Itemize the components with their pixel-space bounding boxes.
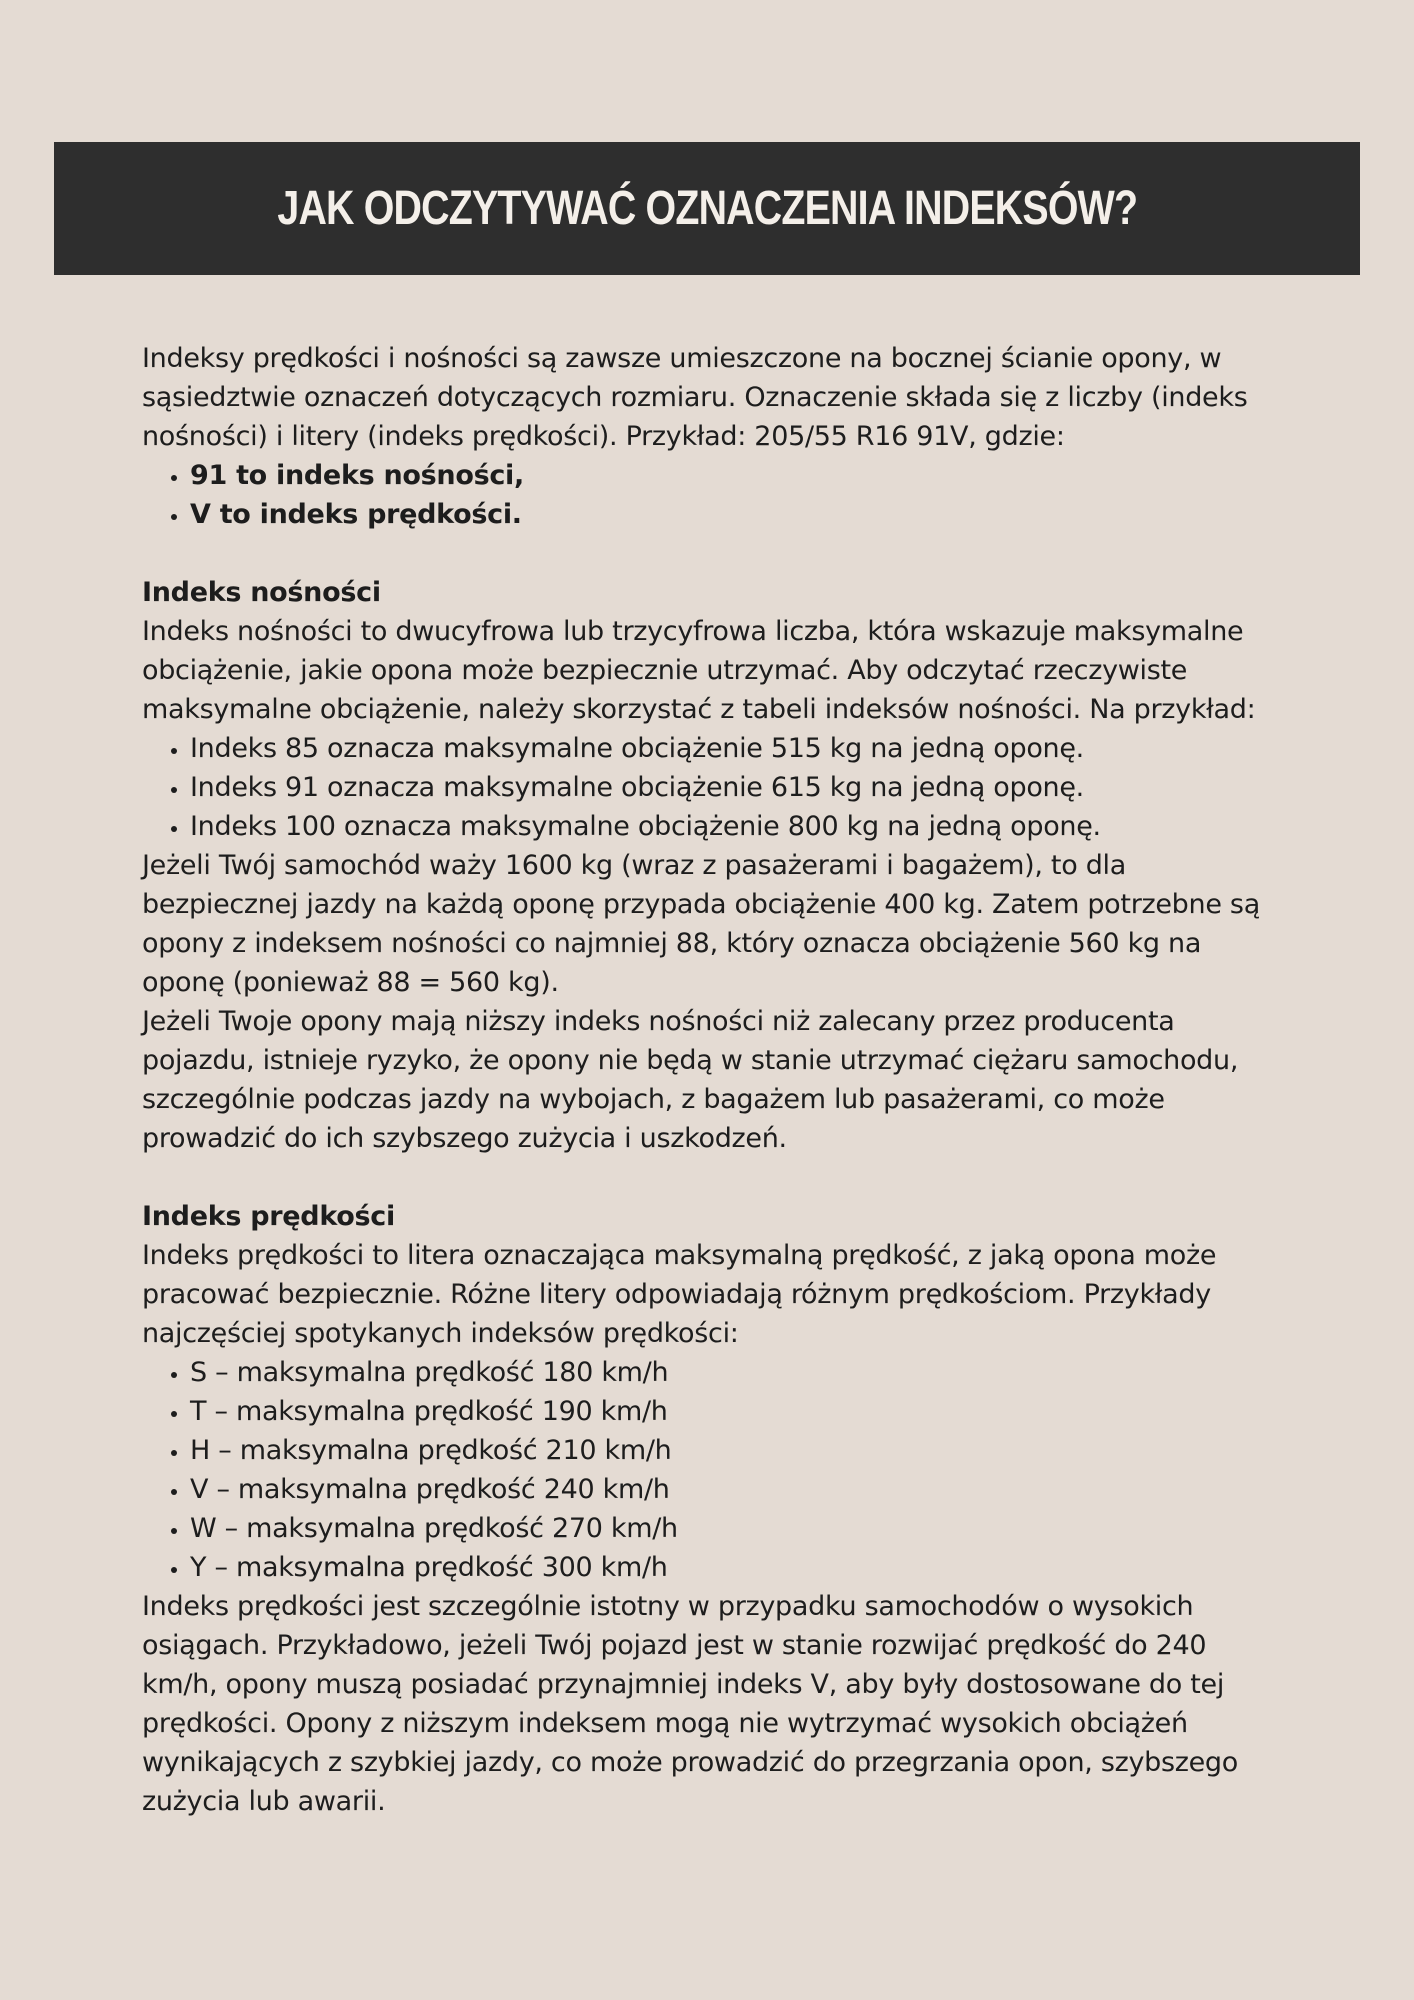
- spacer: [142, 534, 1282, 573]
- list-item: • 91 to indeks nośności,: [190, 456, 1282, 495]
- list-item: • V to indeks prędkości.: [190, 495, 1282, 534]
- load-index-heading: Indeks nośności: [142, 577, 381, 608]
- article-body: [142, 339, 1282, 1821]
- title-banner: [54, 142, 1360, 275]
- list-item: • Indeks 85 oznacza maksymalne obciążenie 515 kg na jedną oponę.: [190, 729, 1282, 768]
- list-item: • H – maksymalna prędkość 210 km/h: [190, 1431, 1282, 1470]
- speed-index-intro: Indeks prędkości to litera oznaczająca maksymalną prędkość, z jaką opona może pracować bezpiecznie. Różne litery odpowiadają różnym prędkościom. Przykłady najczęściej spotykanych indeksów prędkości:: [142, 1240, 1217, 1349]
- speed-index-list: [142, 1353, 1282, 1587]
- list-item: • V – maksymalna prędkość 240 km/h: [190, 1470, 1282, 1509]
- list-item: • T – maksymalna prędkość 190 km/h: [190, 1392, 1282, 1431]
- speed-index-explanation: Indeks prędkości jest szczególnie istotny w przypadku samochodów o wysokich osiągach. Przykładowo, jeżeli Twój pojazd jest w stanie rozwijać prędkość do 240 km/h, opony muszą posiadać przynajmniej indeks V, aby były dostosowane do tej prędkości. Opony z niższym indeksem mogą nie wytrzymać wysokich obciążeń wynikających z szybkiej jazdy, co może prowadzić do przegrzania opon, szybszego zużycia lub awarii.: [142, 1591, 1238, 1817]
- spacer: [142, 1158, 1282, 1197]
- list-item: • Indeks 100 oznacza maksymalne obciążenie 800 kg na jedną oponę.: [190, 807, 1282, 846]
- load-index-example: Jeżeli Twój samochód waży 1600 kg (wraz z pasażerami i bagażem), to dla bezpiecznej jazdy na każdą oponę przypada obciążenie 400 kg. Zatem potrzebne są opony z indeksem nośności co najmniej 88, który oznacza obciążenie 560 kg na oponę (ponieważ 88 = 560 kg).: [142, 850, 1260, 998]
- load-index-list: [142, 729, 1282, 846]
- intro-list: [142, 456, 1282, 534]
- list-item: • S – maksymalna prędkość 180 km/h: [190, 1353, 1282, 1392]
- speed-index-heading: Indeks prędkości: [142, 1201, 395, 1232]
- intro-paragraph: Indeksy prędkości i nośności są zawsze umieszczone na bocznej ścianie opony, w sąsiedztwie oznaczeń dotyczących rozmiaru. Oznaczenie składa się z liczby (indeks nośności) i litery (indeks prędkości). Przykład: 205/55 R16 91V, gdzie:: [142, 343, 1248, 452]
- page-title: JAK ODCZYTYWAĆ OZNACZENIA INDEKSÓW?: [277, 182, 1137, 235]
- load-index-intro: Indeks nośności to dwucyfrowa lub trzycyfrowa liczba, która wskazuje maksymalne obciążenie, jakie opona może bezpiecznie utrzymać. Aby odczytać rzeczywiste maksymalne obciążenie, należy skorzystać z tabeli indeksów nośności. Na przykład:: [142, 616, 1256, 725]
- list-item: • W – maksymalna prędkość 270 km/h: [190, 1509, 1282, 1548]
- list-item: • Indeks 91 oznacza maksymalne obciążenie 615 kg na jedną oponę.: [190, 768, 1282, 807]
- list-item: • Y – maksymalna prędkość 300 km/h: [190, 1548, 1282, 1587]
- load-index-warning: Jeżeli Twoje opony mają niższy indeks nośności niż zalecany przez producenta pojazdu, istnieje ryzyko, że opony nie będą w stanie utrzymać ciężaru samochodu, szczególnie podczas jazdy na wybojach, z bagażem lub pasażerami, co może prowadzić do ich szybszego zużycia i uszkodzeń.: [142, 1006, 1239, 1154]
